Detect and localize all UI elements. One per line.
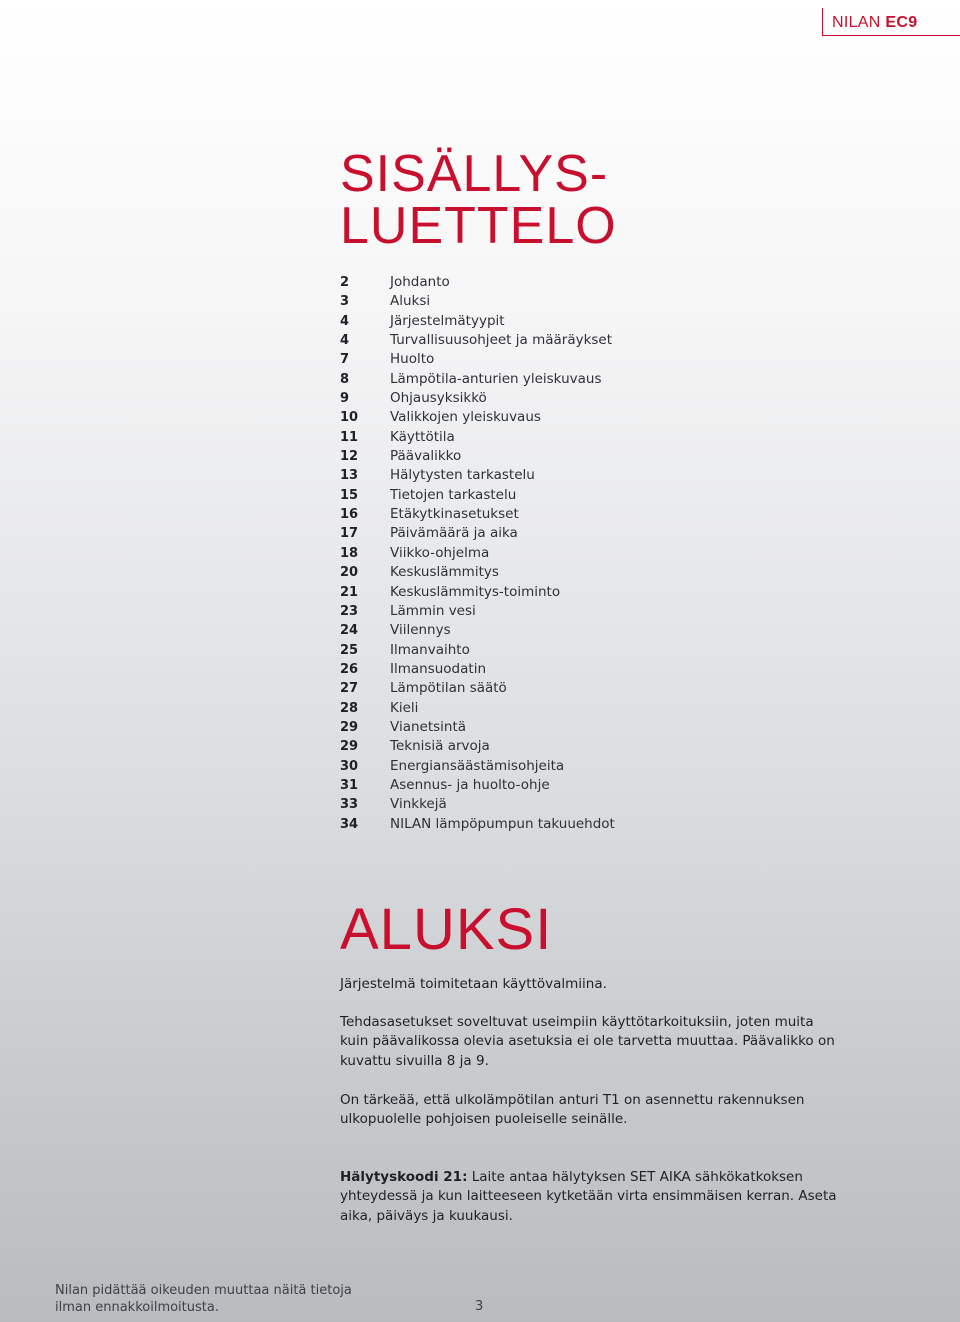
toc-entry-title: Lämpötila-anturien yleiskuvaus: [390, 370, 602, 387]
toc-page-number: 16: [340, 507, 359, 523]
toc-entry[interactable]: [340, 312, 615, 331]
toc-entry-title: Aluksi: [390, 293, 431, 310]
page-title-line2: LUETTELO: [340, 197, 617, 255]
toc-entry[interactable]: [340, 466, 615, 485]
toc-page-number: 8: [340, 371, 350, 387]
toc-entry[interactable]: [340, 699, 615, 718]
toc-page-number: 28: [340, 700, 359, 716]
alarm-code-paragraph: [340, 1168, 840, 1226]
toc-entry[interactable]: [340, 583, 615, 602]
toc-entry-title: Ilmansuodatin: [390, 660, 487, 677]
toc-entry[interactable]: [340, 447, 615, 466]
toc-entry[interactable]: [340, 428, 615, 447]
toc-entry-title: Vinkkejä: [390, 796, 447, 813]
toc-page-number: 12: [340, 449, 359, 465]
toc-page-number: 30: [340, 758, 359, 774]
section-title: ALUKSI: [340, 897, 553, 962]
toc-entry-title: Lämpötilan säätö: [390, 680, 507, 697]
toc-entry-title: Kieli: [390, 699, 419, 716]
toc-entry-title: Käyttötila: [390, 428, 455, 445]
toc-entry[interactable]: [340, 505, 615, 524]
toc-entry-title: Turvallisuusohjeet ja määräykset: [390, 332, 613, 349]
toc-entry-title: Etäkytkinasetukset: [390, 506, 519, 523]
toc-page-number: 26: [340, 661, 359, 677]
toc-page-number: 20: [340, 565, 359, 581]
alarm-code-label: Hälytyskoodi 21:: [340, 1169, 468, 1185]
toc-entry[interactable]: [340, 389, 615, 408]
toc-entry-title: Asennus- ja huolto-ohje: [390, 776, 550, 793]
brand-model: EC9: [885, 14, 918, 31]
toc-page-number: 27: [340, 681, 359, 697]
toc-page-number: 3: [340, 294, 350, 310]
table-of-contents: [340, 273, 615, 834]
toc-entry[interactable]: [340, 331, 615, 350]
toc-entry-title: Energiansäästämisohjeita: [390, 757, 565, 774]
toc-entry-title: Viikko-ohjelma: [390, 544, 490, 561]
toc-entry[interactable]: [340, 757, 615, 776]
toc-entry-title: Päävalikko: [390, 448, 462, 465]
toc-entry-title: Lämmin vesi: [390, 602, 476, 619]
toc-entry[interactable]: [340, 718, 615, 737]
toc-page-number: 4: [340, 313, 350, 329]
toc-page-number: 10: [340, 410, 359, 426]
toc-entry[interactable]: [340, 486, 615, 505]
toc-entry[interactable]: [340, 408, 615, 427]
toc-entry-title: Valikkojen yleiskuvaus: [390, 409, 541, 426]
toc-entry[interactable]: [340, 621, 615, 640]
toc-page-number: 23: [340, 603, 359, 619]
toc-page-number: 34: [340, 816, 359, 832]
toc-entry-title: Päivämäärä ja aika: [390, 525, 518, 542]
toc-page-number: 4: [340, 333, 350, 349]
toc-entry-title: Huolto: [390, 351, 435, 368]
toc-entry[interactable]: [340, 776, 615, 795]
toc-page-number: 21: [340, 584, 359, 600]
page-number: 3: [475, 1299, 484, 1314]
toc-entry[interactable]: [340, 370, 615, 389]
toc-page-number: 13: [340, 468, 359, 484]
toc-page-number: 17: [340, 526, 359, 542]
toc-entry-title: Ohjausyksikkö: [390, 390, 487, 407]
toc-entry[interactable]: [340, 544, 615, 563]
toc-page-number: 25: [340, 642, 359, 658]
brand-name: NILAN: [832, 14, 881, 31]
toc-page-number: 7: [340, 352, 350, 368]
page-title-line1: SISÄLLYS-: [340, 145, 609, 203]
toc-page-number: 11: [340, 429, 359, 445]
toc-entry[interactable]: [340, 563, 615, 582]
toc-entry-title: Keskuslämmitys: [390, 564, 499, 581]
toc-entry-title: Johdanto: [390, 274, 450, 290]
toc-page-number: 18: [340, 545, 359, 561]
toc-entry[interactable]: [340, 795, 615, 814]
toc-page-number: 24: [340, 623, 359, 639]
toc-page-number: 2: [340, 275, 350, 290]
toc-entry-title: Viilennys: [390, 622, 451, 639]
brand-logo: [822, 8, 960, 36]
intro-paragraph-1: Järjestelmä toimitetaan käyttövalmiina.: [340, 976, 607, 992]
toc-entry[interactable]: [340, 524, 615, 543]
toc-entry-title: Teknisiä arvoja: [390, 738, 490, 755]
toc-entry[interactable]: [340, 660, 615, 679]
toc-entry[interactable]: [340, 292, 615, 311]
toc-entry-title: Hälytysten tarkastelu: [390, 467, 535, 484]
toc-entry-title: Vianetsintä: [390, 718, 467, 735]
toc-entry-title: Ilmanvaihto: [390, 641, 470, 658]
intro-paragraph-3: On tärkeää, että ulkolämpötilan anturi T1 on asennettu rakennuksen ulkopuolelle pohjoisen puoleiselle seinälle.: [340, 1092, 805, 1128]
toc-entry-title: Järjestelmätyypit: [390, 312, 505, 329]
toc-entry[interactable]: [340, 737, 615, 756]
toc-page-number: 29: [340, 739, 359, 755]
toc-entry-title: Tietojen tarkastelu: [390, 486, 517, 503]
page-title: [340, 145, 617, 255]
toc-page-number: 9: [340, 391, 350, 407]
toc-entry[interactable]: [340, 273, 615, 292]
toc-entry[interactable]: [340, 602, 615, 621]
toc-entry[interactable]: [340, 679, 615, 698]
intro-paragraph-2: Tehdasasetukset soveltuvat useimpiin käyttötarkoituksiin, joten muita kuin päävalikossa olevia asetuksia ei ole tarvetta muuttaa. Päävalikko on kuvattu sivuilla 8 ja 9.: [340, 1014, 835, 1069]
footer-note: Nilan pidättää oikeuden muuttaa näitä tietoja ilman ennakkoilmoitusta.: [55, 1283, 352, 1315]
alarm-code-text: Laite antaa hälytyksen SET AIKA sähkökatkoksen yhteydessä ja kun laitteeseen kytketään virta ensimmäisen kerran. Aseta aika, päiväys ja kuukausi.: [340, 1169, 837, 1224]
toc-page-number: 29: [340, 719, 359, 735]
toc-entry[interactable]: [340, 350, 615, 369]
toc-page-number: 31: [340, 777, 359, 793]
toc-entry-title: Keskuslämmitys-toiminto: [390, 583, 561, 600]
toc-entry[interactable]: [340, 815, 615, 834]
toc-entry-title: NILAN lämpöpumpun takuuehdot: [390, 815, 615, 832]
toc-page-number: 33: [340, 797, 359, 813]
toc-entry[interactable]: [340, 641, 615, 660]
toc-page-number: 15: [340, 487, 359, 503]
